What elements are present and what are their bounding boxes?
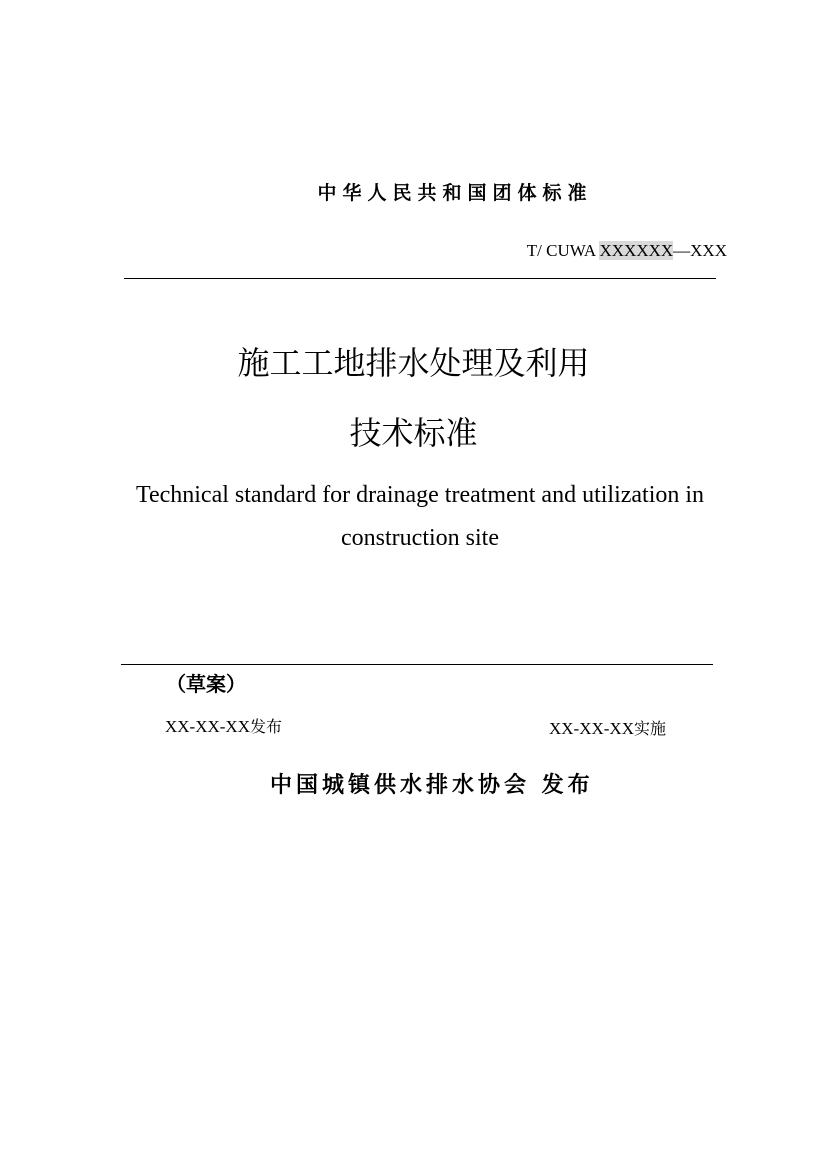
bottom-divider [121,664,713,665]
chinese-title-line-2: 技术标准 [349,414,478,452]
english-title: Technical standard for drainage treatment and utilization in construction site [135,482,705,551]
publisher-line: 中国城镇供水排水协会 发布 [270,773,594,798]
implement-label: 实施 [633,719,666,738]
publish-label: 发布 [249,717,282,736]
draft-label: （草案） [166,672,246,696]
top-divider [124,278,716,279]
standard-type-heading: 中华人民共和国团体标准 [317,182,593,204]
publish-date: XX-XX-XX [165,717,250,736]
publish-date-line [165,714,282,737]
chinese-title-line-1: 施工工地排水处理及利用 [237,344,590,382]
standard-code [527,241,727,261]
implement-date: XX-XX-XX [549,719,634,738]
standard-code-year: —XXX [673,241,727,260]
standard-code-prefix: T/ CUWA [526,241,600,260]
standard-code-number: XXXXXX [599,241,674,260]
implement-date-line [549,716,666,739]
